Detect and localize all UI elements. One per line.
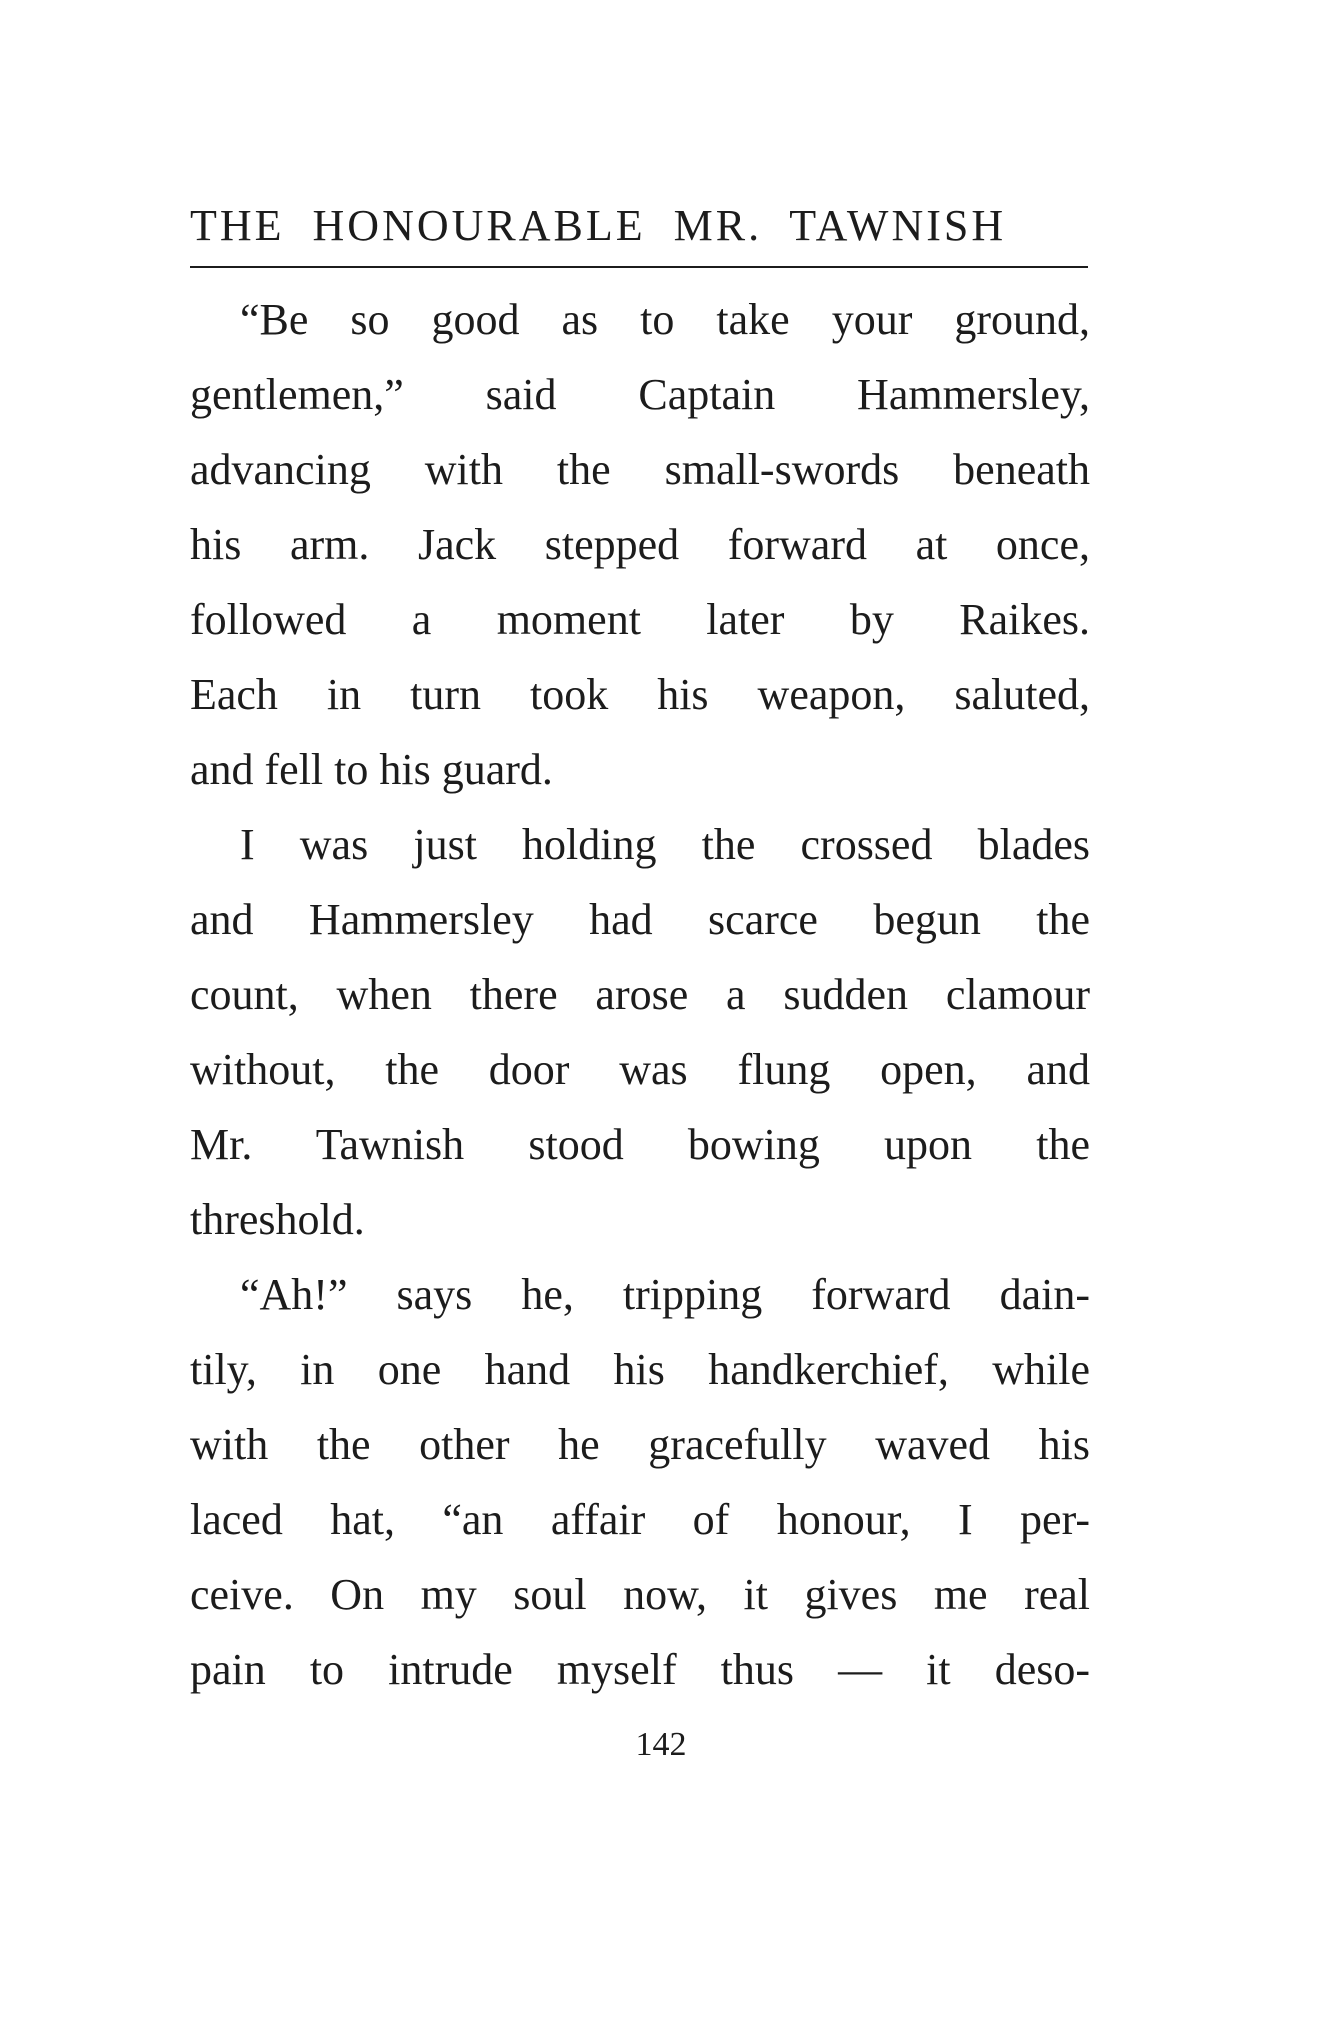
text-line: count, when there arose a sudden clamour xyxy=(190,970,1090,1019)
text-line: with the other he gracefully waved his xyxy=(190,1420,1090,1469)
text-line: ceive. On my soul now, it gives me real xyxy=(190,1570,1090,1619)
text-line: followed a moment later by Raikes. xyxy=(190,595,1090,644)
text-line: I was just holding the crossed blades xyxy=(240,820,1090,869)
text-line: without, the door was flung open, and xyxy=(190,1045,1090,1094)
page-number: 142 xyxy=(635,1726,687,1763)
text-line: his arm. Jack stepped forward at once, xyxy=(190,520,1090,569)
text-line: and fell to his guard. xyxy=(190,745,553,794)
paragraph xyxy=(190,807,1090,1257)
paragraph xyxy=(190,1257,1090,1707)
text-line: “Ah!” says he, tripping forward dain- xyxy=(240,1270,1090,1319)
text-line: and Hammersley had scarce begun the xyxy=(190,895,1090,944)
running-head: THE HONOURABLE MR. TAWNISH xyxy=(190,201,1007,250)
text-line: advancing with the small-swords beneath xyxy=(190,445,1090,494)
text-line: gentlemen,” said Captain Hammersley, xyxy=(190,370,1090,419)
text-line: laced hat, “an affair of honour, I per- xyxy=(190,1495,1090,1544)
text-line: pain to intrude myself thus — it deso- xyxy=(190,1645,1090,1694)
body-text xyxy=(190,282,1090,1707)
text-line: Each in turn took his weapon, saluted, xyxy=(190,670,1090,719)
paragraph xyxy=(190,282,1090,807)
text-line: “Be so good as to take your ground, xyxy=(240,295,1090,344)
text-line: Mr. Tawnish stood bowing upon the xyxy=(190,1120,1090,1169)
text-line: threshold. xyxy=(190,1195,365,1244)
text-line: tily, in one hand his handkerchief, while xyxy=(190,1345,1090,1394)
header-rule xyxy=(190,266,1088,268)
